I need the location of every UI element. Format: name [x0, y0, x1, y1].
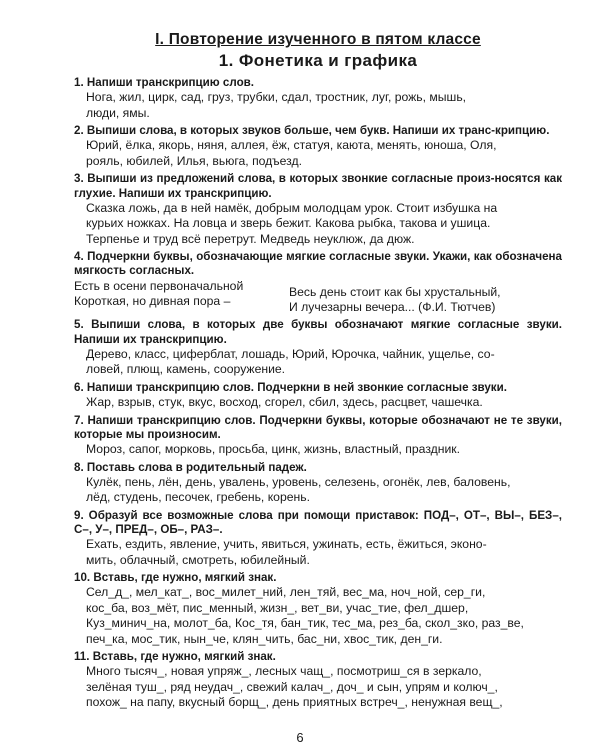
task-title — [74, 381, 562, 395]
page-number: 6 — [296, 730, 304, 745]
task-title — [74, 414, 562, 443]
task-title — [74, 571, 562, 585]
poem-line: Весь день стоит как бы хрустальный, — [289, 284, 501, 299]
task-line: ловей, плющ, камень, сооружение. — [86, 362, 286, 377]
task-number: 7. — [74, 413, 84, 427]
task-line: Куз_минич_на, молот_ба, Кос_тя, бан_тик, тес_ма, рез_ба, скол_зко, раз_ве, — [86, 616, 524, 631]
task-number: 9. — [74, 508, 84, 522]
task-text — [74, 475, 562, 506]
task-number: 6. — [74, 380, 84, 394]
task-number: 1. — [74, 76, 84, 89]
task-instruction: Напиши транскрипцию слов. Подчеркни буквы, которые обозначают не те звуки, которые мы произносим. — [74, 413, 562, 441]
task-number: 10. — [74, 571, 91, 585]
task-instruction: Выпиши слова, в которых две буквы обозначают мягкие согласные звуки. Напиши их транскрипцию. — [74, 318, 562, 346]
topic-title: 1. Фонетика и графика — [218, 51, 418, 70]
task-number: 2. — [74, 124, 84, 138]
task-line: Сел_д_, мел_кат_, вос_милет_ний, лен_тяй, вес_ма, ноч_ной, сер_ги, — [86, 585, 486, 600]
task-line: лёд, студень, песочек, гребень, корень. — [86, 490, 310, 505]
task-line: люди, ямы. — [86, 105, 150, 120]
task-1 — [74, 76, 562, 121]
task-number: 4. — [74, 250, 84, 264]
task-8 — [74, 461, 562, 506]
task-text — [74, 90, 562, 121]
task-title — [74, 124, 562, 138]
task-9 — [74, 509, 562, 568]
task-text — [74, 395, 562, 410]
task-title — [74, 509, 562, 538]
task-instruction: Вставь, где нужно, мягкий знак. — [93, 571, 277, 585]
task-instruction: Подчеркни буквы, обозначающие мягкие согласные звуки. Укажи, как обозначена мягкость согласных. — [74, 250, 562, 278]
task-number: 8. — [74, 460, 84, 474]
task-instruction: Поставь слова в родительный падеж. — [86, 460, 307, 474]
task-text — [74, 347, 562, 378]
task-line: Нога, жил, цирк, сад, груз, трубки, сдал, тростник, луг, рожь, мышь, — [86, 90, 467, 105]
task-line: Сказка ложь, да в ней намёк, добрым молодцам урок. Стоит избушка на — [86, 200, 498, 215]
task-instruction: Вставь, где нужно, мягкий знак. — [92, 649, 276, 663]
task-line: зелёная туш_, ряд неудач_, свежий калач_, доч_ и сын, упрям и колюч_, — [86, 679, 498, 694]
task-title — [74, 318, 562, 347]
task-line: печ_ка, мос_тик, нын_че, клян_чить, бас_ни, хвос_тик, ден_ги. — [86, 631, 443, 646]
task-3 — [74, 172, 562, 247]
task-line: похож_ на папу, вкусный борщ_, день приятных встреч_, ненужная вещ_, — [86, 695, 503, 710]
task-title — [74, 172, 562, 201]
task-title — [74, 650, 562, 664]
task-instruction: Образуй все возможные слова при помощи приставок: ПОД–, ОТ–, ВЫ–, БЕЗ–, С–, У–, ПРЕД–, ОБ–, РАЗ–. — [74, 508, 562, 536]
task-2 — [74, 124, 562, 169]
task-line: Много тысяч_, новая упряж_, лесных чащ_, посмотриш_ся в зеркало, — [86, 664, 482, 679]
task-instruction: Выпиши слова, в которых звуков больше, чем букв. Напиши их транс-крипцию. — [86, 124, 550, 138]
task-line: кос_ба, воз_мёт, пис_менный, жизн_, вет_ви, учас_тие, фел_дшер, — [86, 600, 469, 615]
task-text — [74, 537, 562, 568]
task-title — [74, 250, 562, 279]
task-text — [74, 664, 562, 710]
task-7 — [74, 414, 562, 458]
task-text — [74, 201, 562, 247]
task-4 — [74, 250, 562, 315]
task-number: 11. — [74, 649, 90, 663]
poem-column-left — [74, 279, 289, 316]
poem-line: Есть в осени первоначальной — [74, 278, 244, 293]
task-line: Терпенье и труд всё перетрут. Медведь неуклюж, да дюж. — [86, 231, 415, 246]
poem-column-right — [289, 279, 562, 316]
task-line: Ехать, ездить, явление, учить, явиться, ужинать, есть, ёжиться, эконо- — [86, 537, 487, 552]
poem-line: И лучезарны вечера... (Ф.И. Тютчев) — [289, 300, 496, 315]
task-instruction: Напиши транскрипцию слов. Подчеркни в ней звонкие согласные звуки. — [86, 380, 507, 394]
task-text — [74, 442, 562, 457]
task-title — [74, 76, 562, 90]
task-line: Жар, взрыв, стук, вкус, восход, сгорел, сбил, здесь, расцвет, чашечка. — [86, 395, 483, 410]
task-instruction: Выпиши из предложений слова, в которых звонкие согласные произ-носятся как глухие. Напиши их транскрипцию. — [74, 172, 562, 200]
task-text — [74, 138, 562, 169]
task-line: Юрий, ёлка, якорь, няня, аллея, ёж, статуя, каюта, менять, юноша, Оля, — [86, 138, 497, 153]
task-line: мить, облачный, смотреть, юбилейный. — [86, 552, 310, 567]
task-10 — [74, 571, 562, 647]
task-number: 3. — [74, 172, 84, 186]
section-title: I. Повторение изученного в пятом классе — [155, 31, 481, 48]
task-number: 5. — [74, 318, 84, 332]
task-text — [74, 585, 562, 647]
task-line: Мороз, сапог, морковь, просьба, цинк, жизнь, властный, праздник. — [86, 442, 461, 457]
task-instruction: Напиши транскрипцию слов. — [86, 76, 255, 89]
task-line: курьих ножках. На ловца и зверь бежит. Какова рыбка, такова и ушица. — [86, 216, 491, 231]
task-5 — [74, 318, 562, 377]
task-line: Кулёк, пень, лён, день, увалень, уровень, селезень, огонёк, лев, баловень, — [86, 474, 511, 489]
poem-quote — [74, 279, 562, 316]
task-line: Дерево, класс, циферблат, лошадь, Юрий, Юрочка, чайник, ущелье, со- — [86, 347, 495, 362]
poem-line: Короткая, но дивная пора – — [74, 294, 231, 309]
task-11 — [74, 650, 562, 711]
task-title — [74, 461, 562, 475]
task-line: рояль, юбилей, Илья, вьюга, подъезд. — [86, 153, 302, 168]
task-6 — [74, 381, 562, 411]
